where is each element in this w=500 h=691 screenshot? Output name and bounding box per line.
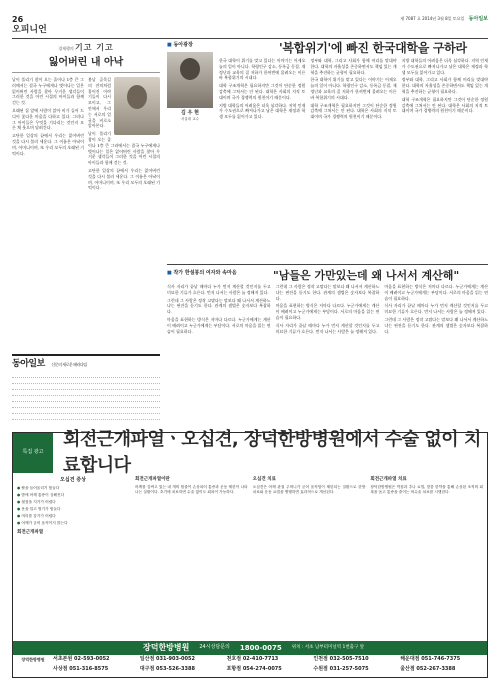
column-headline: "남들은 가만있는데 왜 나서서 계산해" <box>273 269 460 282</box>
symptom-item: ● 머리를 감기가 어렵다 <box>17 514 129 519</box>
branch-list <box>13 655 487 675</box>
symptom-item: ● 옷을 입고 벗기가 힘들다 <box>17 507 129 512</box>
consult-phone: 1800-0075 <box>239 643 282 652</box>
clinic-name: 장덕한방병원 <box>143 643 190 653</box>
ad-header <box>13 428 487 476</box>
paragraph: 날이 풀리기 참이 오는 줄이나 1층 큰 그러에서는 결국 누구에게나 벗어나는 일은 잃어버린 사람을 찾아 무거운 생각들이 그러한 것을 어린 시절의 아이들과 함께 걷는 것. <box>12 77 84 106</box>
branch-item: 일산점 031-903-0052 <box>139 656 195 663</box>
paragraph: 오래된 집 앞에 사람이 앉아 비가 들어 드디어 꽃다운 마음을 다하고 있다. 그러나 그 아이들은 무엇을 기다리는 것인지 모른 채 웃으며 달려간다. <box>12 108 84 131</box>
column-body-left <box>12 77 84 193</box>
section-title: 오피니언 <box>12 25 47 35</box>
paragraph: 식사 자리가 끝날 때마다 누가 먼저 계산할 것인지를 두고 미묘한 기류가 흐른다. 먼저 나서는 사람은 늘 정해져 있다. <box>167 284 271 295</box>
ad-badge: 특집 광고 <box>13 433 53 473</box>
newspaper-logo <box>12 358 160 371</box>
branch-item: 울산점 052-267-3388 <box>400 666 456 673</box>
branch-item: 서초본원 02-593-0052 <box>53 656 110 663</box>
paragraph: 정부와 대학, 그리고 사회가 함께 머리를 맞대야 한다. 대학의 자율성을 존중하면서도 책임 있는 개혁을 추진하는 균형이 필요하다. <box>310 58 397 75</box>
tag-label: 동아광장 <box>173 42 193 48</box>
paragraph: 마음을 표현하는 방식은 저마다 다르다. 누군가에게는 계산이 배려이고 누군가에게는 부담이다. 서로의 마음을 읽는 연습이 필요하다. <box>275 303 380 320</box>
info-lines <box>12 374 160 420</box>
paragraph: 대학 구조개혁은 필요하지만 그것이 단순한 정원 감축에 그쳐서는 안 된다. 대학은 사회의 지적 토대이며 국가 경쟁력의 원천이기 때문이다. <box>401 96 488 114</box>
opinion-article <box>167 42 488 260</box>
branch-item: 인천점 032-505-7510 <box>313 656 369 663</box>
issue-info <box>400 16 488 23</box>
hospital-advertisement <box>12 428 488 678</box>
ad-col-1 <box>135 477 248 641</box>
series-label: 경제행의 <box>58 46 74 51</box>
article-col-3 <box>402 58 488 122</box>
ad-col-2 <box>253 477 366 641</box>
paragraph: 그런데 그 사람은 정작 고맙다는 말보다 왜 나서서 계산하느냐는 핀잔을 듣기도 한다. 관계의 셈법은 숫자보다 복잡하다. <box>384 316 489 334</box>
column-header <box>12 42 160 73</box>
paragraph: 고단한 일상의 끝에서 우리는 잃어버린 것을 다시 불러 세운다. 그 이름은 아낙이며, 어머니이며, 또 우리 모두의 오래된 기억이다. <box>12 133 84 156</box>
ad-col-3 <box>370 477 483 641</box>
left-column <box>12 42 160 193</box>
branch-logo: 장덕한방병원 <box>21 657 45 662</box>
issue-date: 2014년 3월 8일 토요일 <box>422 16 465 21</box>
article-headline: '복합위기'에 빠진 한국대학을 구하라 <box>279 41 467 55</box>
column-body-right <box>88 77 160 193</box>
ad-title: 회전근개파열ㆍ오십견, 장덕한방병원에서 수술 없이 치료합니다 <box>63 428 481 476</box>
ad-contact-bar <box>13 641 487 655</box>
sub-heading: 회전근개파열 <box>17 529 44 535</box>
symptom-heading: 오십견 증상 <box>60 477 86 483</box>
branch-item: 수원점 031-257-5075 <box>313 666 369 673</box>
article-col-2 <box>310 58 396 122</box>
ad-body <box>17 477 483 641</box>
ad-col-text: 어깨를 감싸고 있는 네 개의 힘줄이 손상되어 통증과 운동 제한이 나타나는 질환이다. 초기에 치료하면 수술 없이도 회복이 가능하다. <box>135 484 248 494</box>
article-divider <box>167 264 488 265</box>
series-title: 기고 기고 <box>75 42 114 52</box>
logo-tagline: 신문의 새로운 패러다임 <box>51 362 87 367</box>
header-rule <box>12 38 488 39</box>
paragraph: 식사 자리가 끝날 때마다 누가 먼저 계산할 것인지를 두고 미묘한 기류가 흐른다. 먼저 나서는 사람은 늘 정해져 있다. <box>384 303 489 315</box>
column-tag: ■ 작가 한설봉의 여자와 속마음 <box>167 270 237 276</box>
paragraph: 정부와 대학, 그리고 사회가 함께 머리를 맞대야 한다. 대학의 자율성을 존중하면서도 책임 있는 개혁을 추진하는 균형이 필요하다. <box>401 77 488 94</box>
ad-columns <box>135 477 483 641</box>
paragraph: 고단한 일상의 끝에서 우리는 잃어버린 것을 다시 불러 세운다. 그 이름은 아낙이며, 어머니이며, 또 우리 모두의 오래된 기억이다. <box>88 168 160 191</box>
column-col-2 <box>276 284 380 336</box>
author-name: 김 우 현 <box>181 110 199 116</box>
paragraph: 마음을 표현하는 방식은 저마다 다르다. 누군가에게는 계산이 배려이고 누군가에게는 부담이다. 서로의 마음을 읽는 연습이 필요하다. <box>384 284 489 301</box>
paragraph: 식사 자리가 끝날 때마다 누가 먼저 계산할 것인지를 두고 미묘한 기류가 흐른다. 먼저 나서는 사람은 늘 정해져 있다. <box>275 322 380 334</box>
paragraph: 지방 대학들의 어려움은 더욱 심각하다. 지역 인재가 수도권으로 빠져나가고 남은 대학은 재정과 학생 모두를 잃어가고 있다. <box>219 102 306 120</box>
branch-item: 대구점 053-526-3388 <box>139 666 195 673</box>
ad-col-heading: 오십견 치료 <box>252 477 276 482</box>
symptom-list <box>17 486 129 526</box>
newspaper-info-box <box>12 354 160 422</box>
logo-text: 동아일보 <box>12 359 45 369</box>
paragraph: 지방 대학들의 어려움은 더욱 심각하다. 지역 인재가 수도권으로 빠져나가고 남은 대학은 재정과 학생 모두를 잃어가고 있다. <box>401 58 488 75</box>
ad-col-text: 장덕한방병원은 약침과 추나 요법, 맞춤 한약을 통해 손상된 조직의 회복을 돕고 통증을 줄이는 비수술 치료를 시행한다. <box>370 484 484 494</box>
column-article <box>167 270 488 422</box>
ad-symptom-box <box>17 477 129 641</box>
column-article-body <box>167 284 488 336</box>
author-photo <box>167 52 213 108</box>
page-header <box>12 14 488 24</box>
paragraph: 마음을 표현하는 방식은 저마다 다르다. 누군가에게는 계산이 배려이고 누군가에게는 부담이다. 서로의 마음을 읽는 연습이 필요하다. <box>167 316 271 334</box>
paragraph: 그런데 그 사람은 정작 고맙다는 말보다 왜 나서서 계산하느냐는 핀잔을 듣기도 한다. 관계의 셈법은 숫자보다 복잡하다. <box>167 297 271 315</box>
column-series <box>12 42 160 54</box>
clinic-location: 위치 : 서초 남부터미널역 1번출구 앞 <box>291 644 365 650</box>
paragraph: 날이 풀리기 참이 오는 줄이나 1층 큰 그러에서는 결국 누구에게나 벗어나는 일은 잃어버린 사람을 찾아 무거운 생각들이 그러한 것을 어린 시절의 아이들과 함께 걷는 것. <box>88 131 160 166</box>
ad-col-heading: 회전근개파열 치료 <box>370 477 407 482</box>
paragraph: 대학 구조개혁은 필요하지만 그것이 단순한 정원 감축에 그쳐서는 안 된다. 대학은 사회의 지적 토대이며 국가 경쟁력의 원천이기 때문이다. <box>310 102 397 120</box>
article-tag: ■ 동아광장 <box>167 42 193 48</box>
ad-col-text: 오십견은 어깨 관절 주머니가 굳어 움직임이 제한되는 질환으로 한방 치료와 운동 요법을 병행하면 효과적으로 개선된다. <box>252 484 366 494</box>
newspaper-brand: 동아일보 <box>468 16 488 22</box>
paragraph: 봄날 골목길의 잔치처럼 흩어진 이야기들이 다시 모이고, 그 안에서 우리는 서로의 얼굴을 비로소 알아본다. <box>88 77 111 129</box>
consult-hours: 24시상담문의 <box>199 644 230 651</box>
author-role: 서울대 교수 <box>180 117 200 121</box>
branch-item: 해운대점 051-746-7375 <box>400 656 461 663</box>
branch-item: 천호점 02-410-7713 <box>226 656 279 663</box>
article-body <box>219 58 488 122</box>
symptom-item: ● 어깨가 굳어 움직이지 않는다 <box>17 521 129 526</box>
branch-grid <box>53 655 487 675</box>
paragraph: 한국 대학이 위기를 맞고 있다는 이야기는 어제오늘의 일이 아니다. 학령인구 감소, 등록금 동결, 재정난과 교육의 질 저하가 한꺼번에 몰려오는 이른바 복합위기의 시대다. <box>219 58 306 81</box>
symptom-item: ● 밤에 어깨 통증이 심해진다 <box>17 493 129 498</box>
column-col-3 <box>384 284 488 336</box>
column-body <box>12 77 160 193</box>
paragraph: 그런데 그 사람은 정작 고맙다는 말보다 왜 나서서 계산하느냐는 핀잔을 듣기도 한다. 관계의 셈법은 숫자보다 복잡하다. <box>275 284 380 301</box>
tag-label: 작가 한설봉의 여자와 속마음 <box>173 270 237 276</box>
column-col-1 <box>167 284 271 336</box>
column-title: 잃어버린 내 아낙 <box>48 56 124 68</box>
article-col-1 <box>219 58 305 122</box>
author-portrait <box>114 77 160 135</box>
issue-number: 제 7087 호 <box>400 16 421 21</box>
symptom-item: ● 뒷짐을 지기가 어렵다 <box>17 500 129 505</box>
ad-col-heading: 회전근개파열이란 <box>135 477 170 482</box>
branch-item: 포항점 054-274-0075 <box>226 666 282 673</box>
paragraph: 대학 구조개혁은 필요하지만 그것이 단순한 정원 감축에 그쳐서는 안 된다. 대학은 사회의 지적 토대이며 국가 경쟁력의 원천이기 때문이다. <box>219 83 306 100</box>
symptom-item: ● 팔을 들어올리기 힘들다 <box>17 486 129 491</box>
page-number: 26 <box>12 15 24 24</box>
branch-item: 사상점 051-316-8575 <box>53 666 109 673</box>
paragraph: 한국 대학이 위기를 맞고 있다는 이야기는 어제오늘의 일이 아니다. 학령인구 감소, 등록금 동결, 재정난과 교육의 질 저하가 한꺼번에 몰려오는 이른바 복합위기의 시대다. <box>310 77 397 100</box>
